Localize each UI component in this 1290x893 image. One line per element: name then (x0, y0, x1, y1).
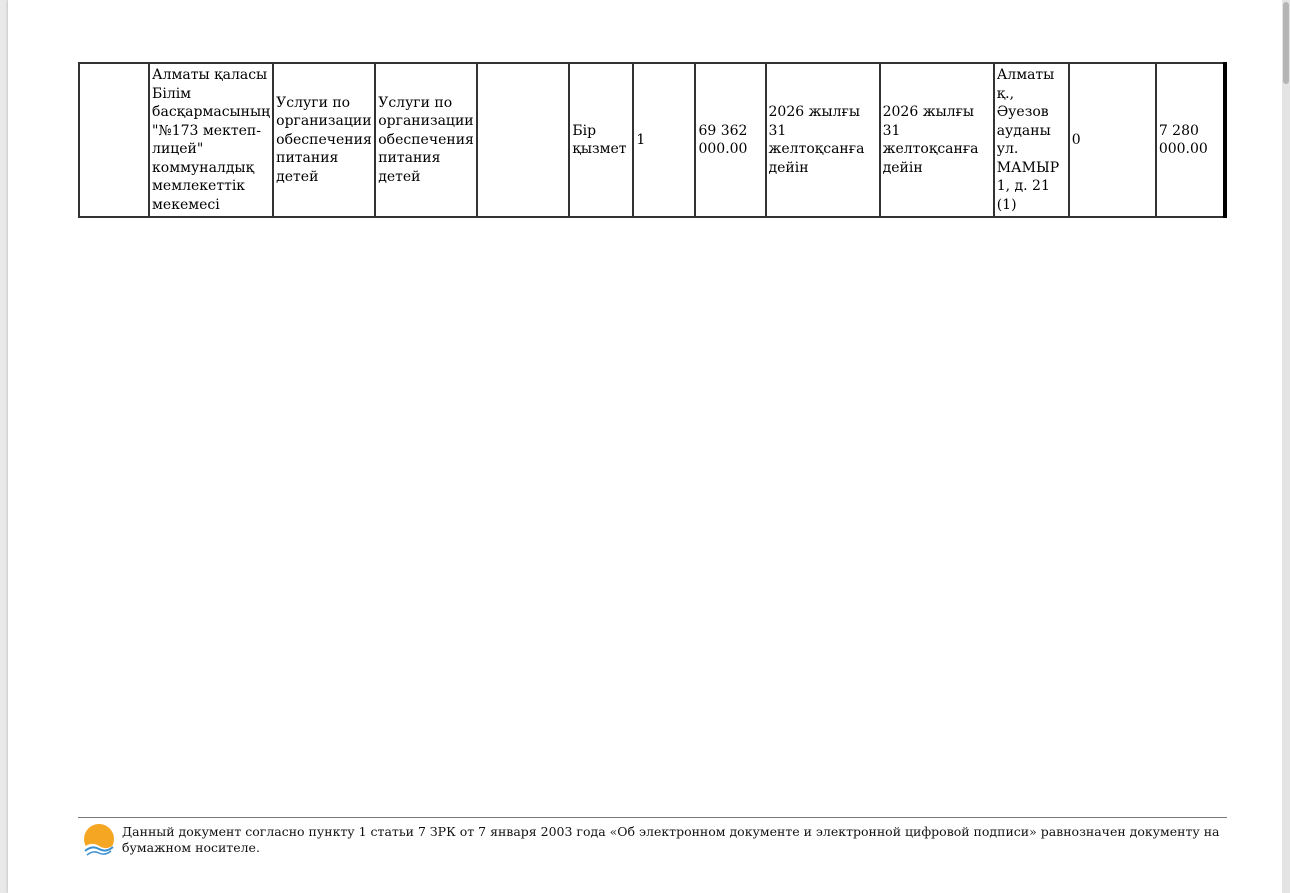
table-cell-unit: Бір қызмет (569, 63, 633, 217)
table-cell-address: Алматы қ., Әуезов ауданы ул. МАМЫР 1, д. 21 (1) (994, 63, 1069, 217)
scrollbar-thumb[interactable] (1283, 2, 1289, 84)
table-cell-empty (477, 63, 569, 217)
signature-footer (78, 817, 1227, 855)
table-cell-quantity: 1 (633, 63, 695, 217)
table-cell-deadline: 2026 жылғы 31 желтоқсанға дейін (766, 63, 880, 217)
legal-notice: Данный документ согласно пункту 1 статьи 7 ЗРК от 7 января 2003 года «Об электронном документе и электронной цифровой подписи» равнозначен документу на бумажном носителе. (122, 824, 1220, 855)
table-cell-name-ru: Услуги по организации обеспечения питания детей (273, 63, 375, 217)
table-cell-customer: Алматы қаласы Білім басқармасының "№173 мектеп-лицей" коммуналдық мемлекеттік мекемесі (149, 63, 273, 217)
vertical-scrollbar[interactable] (1282, 0, 1290, 893)
table-cell-deadline-2: 2026 жылғы 31 желтоқсанға дейін (880, 63, 994, 217)
table-cell-number (79, 63, 149, 217)
procurement-table (78, 62, 1227, 218)
table-row (79, 63, 1225, 217)
table-cell-advance: 0 (1069, 63, 1156, 217)
table-cell-description-ru: Услуги по организации обеспечения питания детей (375, 63, 477, 217)
table-cell-amount: 69 362 000.00 (695, 63, 765, 217)
document-page (8, 0, 1282, 893)
table-cell-total: 7 280 000.00 (1156, 63, 1225, 217)
egov-sun-logo-icon (81, 823, 117, 859)
